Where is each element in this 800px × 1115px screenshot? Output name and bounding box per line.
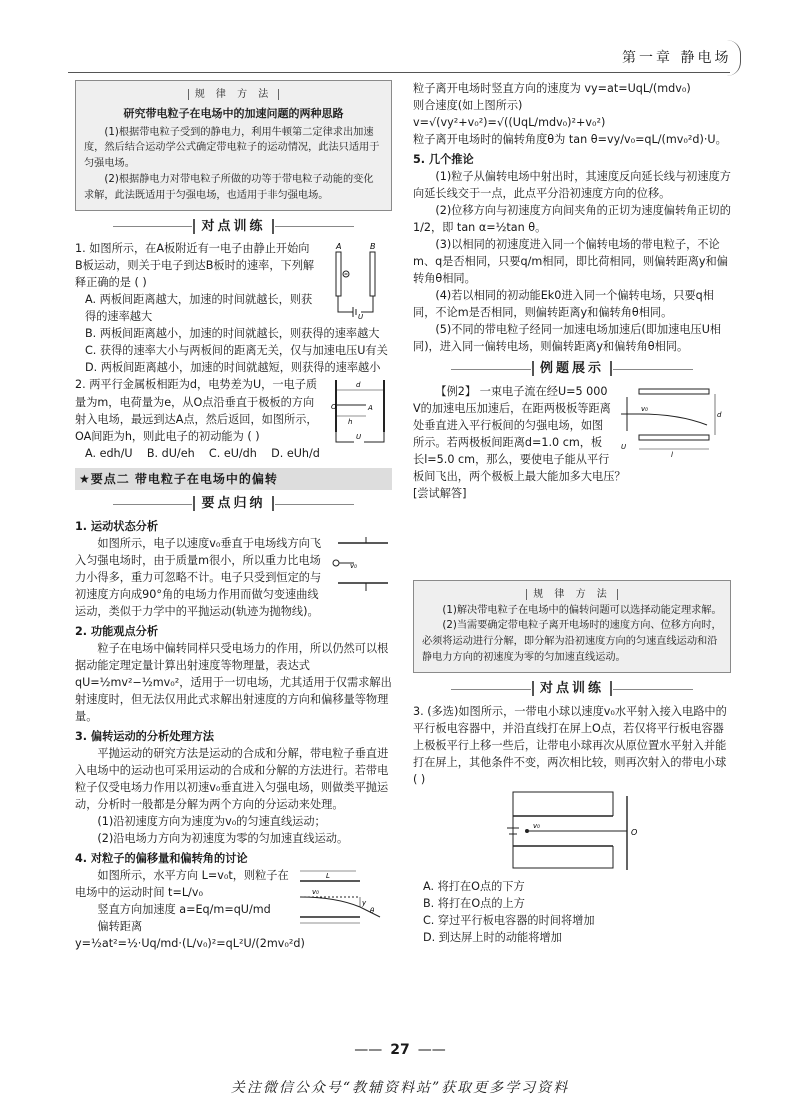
question-1 xyxy=(75,240,392,376)
train-banner-1: 对点训练 xyxy=(193,219,273,234)
q2-stem: 2. 两平行金属板相距为d，电势差为U，一电子质量为m，电荷量为e，从O点沿垂直于极板的方向射入电场，最远到达A点，然后返回，如图所示，OA间距为h，则此电子的初动能为 ( ) xyxy=(75,378,318,443)
method-tag-2: 规 律 方 法 xyxy=(526,589,618,600)
question-2 xyxy=(75,376,392,461)
q3-option-b: B. 将打在O点的上方 xyxy=(423,896,525,910)
s3-item-2: (2)沿电场力方向为初速度为零的匀加速直线运动。 xyxy=(97,831,349,845)
figure-q2 xyxy=(330,376,392,448)
label-A-q2: A xyxy=(368,404,373,413)
q3-option-a: A. 将打在O点的下方 xyxy=(423,879,525,893)
q1-option-a: A. 两板间距离越大，加速的时间就越长，则获得的速率越大 xyxy=(85,293,313,324)
label-v0-ex2: v₀ xyxy=(641,405,648,413)
label-theta-s4: θ xyxy=(370,906,375,915)
label-L-s4: L xyxy=(326,871,330,880)
method2-p1: (1)解决带电粒子在电场中的偏转问题可以选择动能定理求解。 xyxy=(442,604,722,616)
label-l-ex2: l xyxy=(671,451,673,459)
label-d-ex2: d xyxy=(717,411,722,419)
s1-body: 如图所示，电子以速度v₀垂直于电场线方向飞入匀强电场时，由于质量m很小，所以重力比电场力小得多，重力可忽略不计。电子只受到恒定的与初速度方向成90°角的电场力作用而做匀变速曲线运动，类似于力学中的平抛运动(轨迹为抛物线)。 xyxy=(75,536,322,618)
point-2-heading: ★要点二 带电粒子在电场中的偏转 xyxy=(75,468,392,490)
chapter-header: 第一章 静电场 xyxy=(622,50,732,66)
q2-option-b: B. dU/eh xyxy=(146,446,195,460)
r-v-formula: v=√(vy²+v₀²)=√((UqL/mdv₀)²+v₀²) xyxy=(413,116,606,130)
label-A: A xyxy=(336,242,342,252)
s4-offset: 偏转距离 y=½at²=½·Uq/md·(L/v₀)²=qL²U/(2mv₀²d) xyxy=(75,919,305,950)
method2-p2: (2)当需要确定带电粒子离开电场时的速度方向、位移方向时，必须将运动进行分解，即分解为沿初速度方向的匀速直线运动和沿静电力方向的初速度为零的匀加速直线运动。 xyxy=(422,620,722,664)
footer-note: 关注微信公众号“教辅资料站”获取更多学习资料 xyxy=(230,1080,570,1096)
header-rule xyxy=(68,72,730,73)
figure-s1 xyxy=(330,535,392,593)
s3-item-1: (1)沿初速度方向为速度为v₀的匀速直线运动； xyxy=(97,814,326,828)
method-p2: (2)根据静电力对带电粒子所做的功等于带电粒子动能的变化求解，此法既适用于匀强电场，也适用于非匀强电场。 xyxy=(84,173,374,201)
r5-item-1: (1)粒子从偏转电场中射出时，其速度反向延长线与初速度方向延长线交于一点，此点平分沿初速度方向的位移。 xyxy=(413,170,731,201)
label-h-q2: h xyxy=(348,418,353,427)
q1-option-b: B. 两板间距离越小，加速的时间就越长，则获得的速率越大 xyxy=(85,327,380,341)
r5-item-2: (2)位移方向与初速度方向间夹角的正切为速度偏转角正切的1/2，即 tan α=½tan θ。 xyxy=(413,204,731,235)
label-v0-s1: v₀ xyxy=(350,561,357,570)
s2-heading: 2. 功能观点分析 xyxy=(75,624,159,638)
q3-stem: 3. (多选)如图所示，一带电小球以速度v₀水平射入接入电路中的平行板电容器中，并沿直线打在屏上O点，若仅将平行板电容器上极板平行上移一些后，让带电小球再次从原位置水平射入并能打在屏上，其他条件不变，两次相比较，则再次射入的带电小球 ( ) xyxy=(413,704,727,786)
method-box-1 xyxy=(75,80,392,211)
s4-time: 如图所示，水平方向 L=v₀t，则粒子在电场中的运动时间 t=L/v₀ xyxy=(75,868,289,899)
r5-item-3: (3)以相同的初速度进入同一个偏转电场的带电粒子，不论m、q是否相同，只要q/m相同，即比荷相同，则偏转距离y和偏转角θ相同。 xyxy=(413,238,728,286)
r-tan: 粒子离开电场时的偏转角度θ为 tan θ=vy/v₀=qL/(mv₀²d)·U。 xyxy=(413,133,727,147)
label-U-q1: U xyxy=(358,313,364,321)
page-number: —— 27 —— xyxy=(0,1040,800,1061)
r5-item-5: (5)不同的带电粒子经同一加速电场加速后(即加速电压U相同)，进入同一偏转电场，则偏转距离y和偏转角θ相同。 xyxy=(413,323,722,354)
label-d-q2: d xyxy=(356,381,361,390)
r-combined: 则合速度(如上图所示) xyxy=(413,99,523,113)
label-v0-s4: v₀ xyxy=(312,887,319,896)
method-title: 研究带电粒子在电场中的加速问题的两种思路 xyxy=(123,106,344,120)
method-tag: 规 律 方 法 xyxy=(188,89,280,100)
s2-body: 粒子在电场中偏转同样只受电场力的作用，所以仍然可以根据动能定理定量计算出射速度等物理量，表达式 qU=½mv²−½mv₀²，适用于一切电场，尤其适用于仅需求解出射速度时，但无法仅用此式求解出射速度的方向和偏移量等物理量。 xyxy=(75,641,392,723)
s1-heading: 1. 运动状态分析 xyxy=(75,519,159,533)
r5-heading: 5. 几个推论 xyxy=(413,153,474,167)
label-B: B xyxy=(370,242,376,252)
label-v0-q3: v₀ xyxy=(533,821,540,830)
q2-option-a: A. edh/U xyxy=(85,446,133,460)
try-answer: [尝试解答] xyxy=(413,487,467,501)
q1-option-d: D. 两板间距离越小，加速的时间就越短，则获得的速率越小 xyxy=(85,361,381,375)
label-O-q3: O xyxy=(631,827,638,837)
q2-option-d: D. eUh/d xyxy=(271,446,320,460)
q2-option-c: C. eU/dh xyxy=(208,446,257,460)
summary-banner: 要点归纳 xyxy=(193,496,273,511)
figure-s4 xyxy=(296,867,392,935)
header-bracket xyxy=(726,40,741,76)
q1-stem: 1. 如图所示，在A板附近有一电子由静止开始向B板运动，则关于电子到达B板时的速率，下列解释正确的是 ( ) xyxy=(75,242,315,290)
r-vy: 粒子离开电场时竖直方向的速度为 vy=at=UqL/(mdv₀) xyxy=(413,82,691,95)
q1-option-c: C. 获得的速率大小与两板间的距离无关，仅与加速电压U有关 xyxy=(85,344,388,358)
label-O-q2: O xyxy=(331,403,337,412)
label-U-q2: U xyxy=(356,433,362,442)
q3-option-d: D. 到达屏上时的动能将增加 xyxy=(423,930,562,944)
train-banner-2: 对点训练 xyxy=(532,681,612,696)
r5-item-4: (4)若以相同的初动能Ek0进入同一个偏转电场，只要q相同，不论m是否相同，则偏转距离y和偏转角θ相同。 xyxy=(413,289,714,320)
figure-q1 xyxy=(322,240,392,320)
method-box-2 xyxy=(413,580,731,673)
left-column xyxy=(75,80,392,952)
label-y-s4: y xyxy=(362,898,367,907)
s4-heading: 4. 对粒子的偏移量和偏转角的讨论 xyxy=(75,851,248,865)
s3-body: 平抛运动的研究方法是运动的合成和分解，带电粒子垂直进入电场中的运动也可采用运动的合成和分解的方法进行。若带电粒子仅受电场力作用以初速v₀垂直进入匀强电场，则做类平抛运动，分析时一般都是分解为两个方向的分运动来处理。 xyxy=(75,746,389,811)
example-banner: 例题展示 xyxy=(532,361,612,376)
label-U-ex2: U xyxy=(621,443,627,451)
s4-accel: 竖直方向加速度 a=Eq/m=qU/md xyxy=(97,902,271,916)
right-column xyxy=(413,80,731,946)
example-2: 【例2】 一束电子流在经U=5 000 V的加速电压加速后，在距两极板等距离处垂直进入平行板间的匀强电场，如图所示。若两极板间距离d=1.0 cm，板长l=5.0 cm，那么，要使电子能从平行板间飞出，两个极板上最大能加多大电压？ xyxy=(413,385,626,484)
q3-option-c: C. 穿过平行板电容器的时间将增加 xyxy=(423,913,595,927)
figure-q3 xyxy=(413,788,731,878)
figure-ex2 xyxy=(619,383,731,459)
s3-heading: 3. 偏转运动的分析处理方法 xyxy=(75,729,214,743)
method-p1: (1)根据带电粒子受到的静电力，利用牛顿第二定律求出加速度，然后结合运动学公式确定带电粒子的运动情况，此法只适用于匀强电场。 xyxy=(84,126,380,170)
